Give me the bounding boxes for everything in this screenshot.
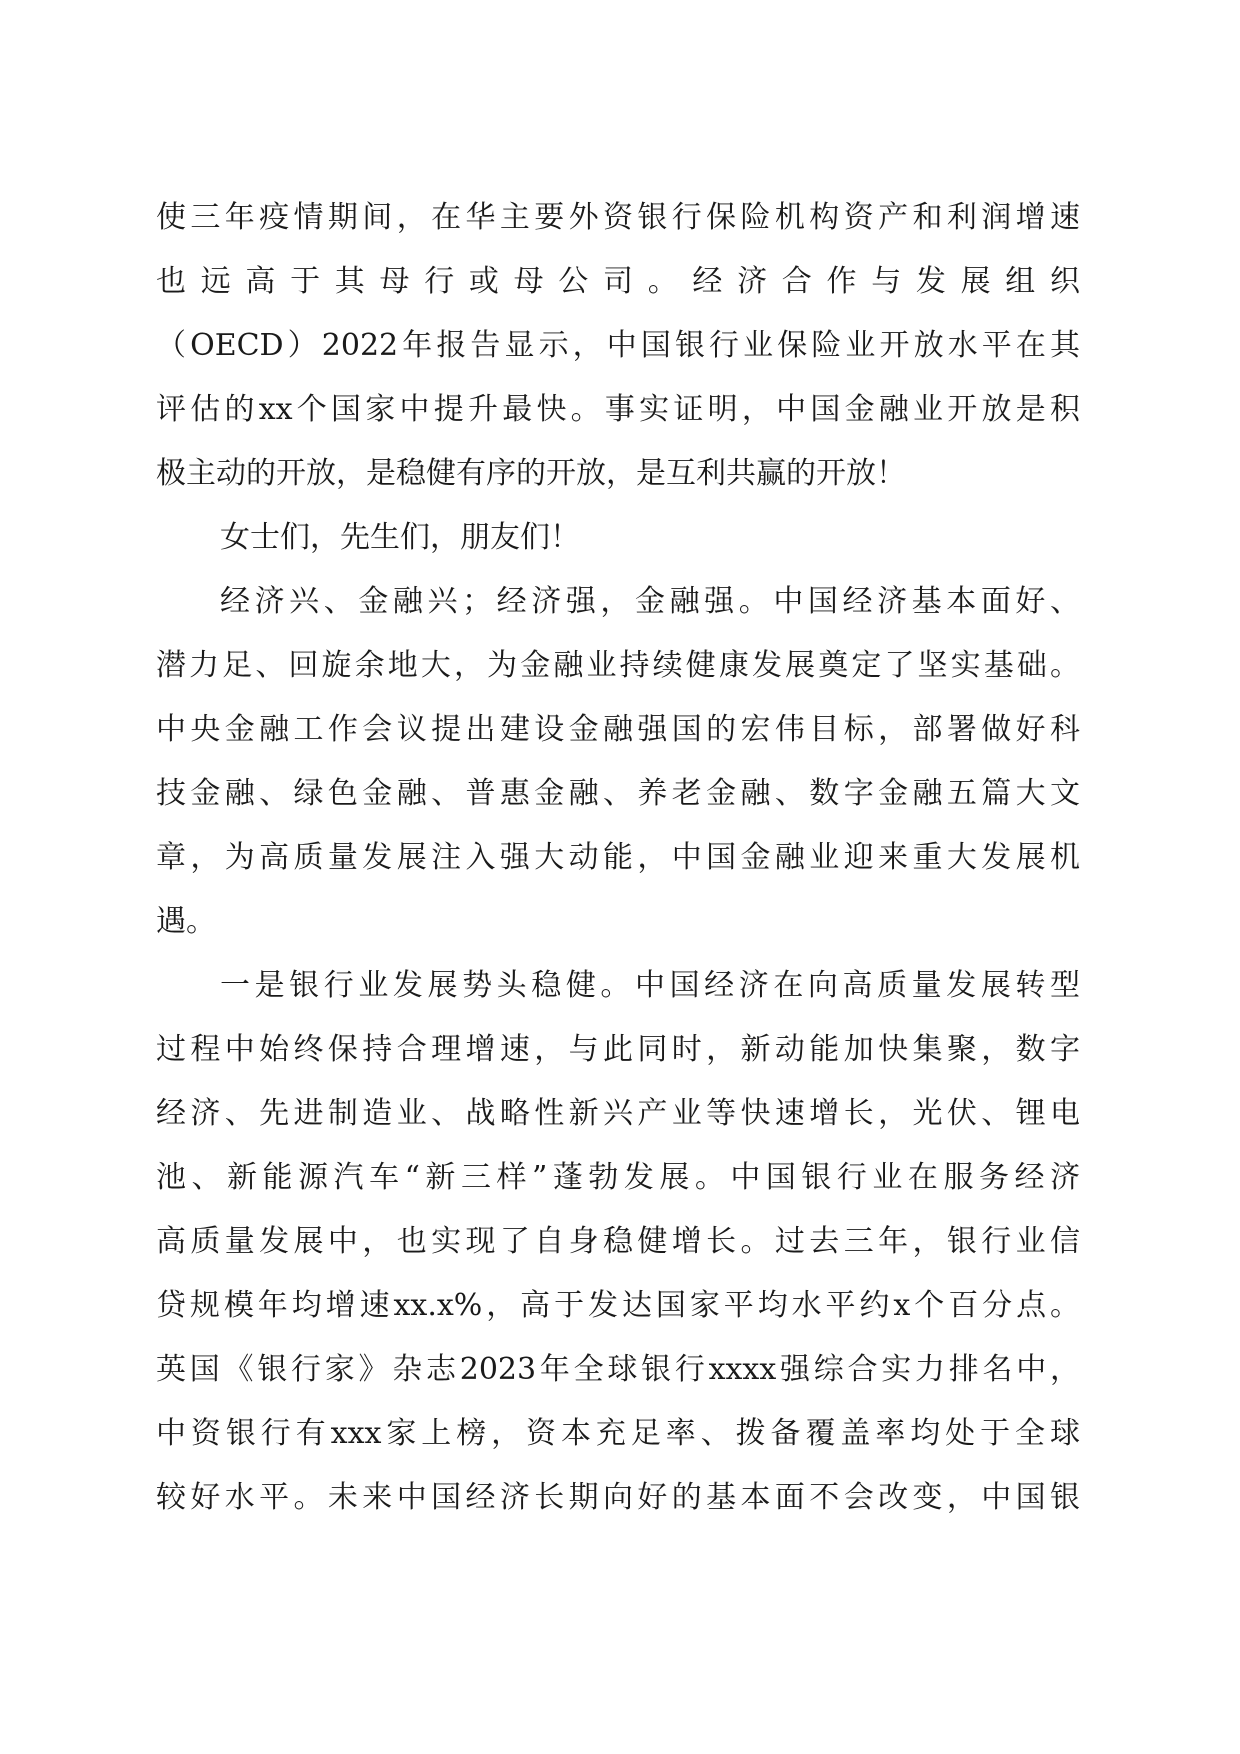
text-line: 潜力足、回旋余地大，为金融业持续健康发展奠定了坚实基础。 [156,648,1080,683]
text-line: 中资银行有xxx家上榜，资本充足率、拨备覆盖率均处于全球 [156,1416,1080,1451]
text-line: 评估的xx个国家中提升最快。事实证明，中国金融业开放是积 [156,392,1080,427]
salutation-line: 女士们，先生们，朋友们！ [220,520,580,555]
text-line: 英国《银行家》杂志2023年全球银行xxxx强综合实力排名中， [156,1352,1080,1387]
text-line: 过程中始终保持合理增速，与此同时，新动能加快集聚，数字 [156,1032,1080,1067]
text-line: 极主动的开放，是稳健有序的开放，是互利共赢的开放！ [156,456,906,491]
text-line: 章，为高质量发展注入强大动能，中国金融业迎来重大发展机 [156,840,1080,875]
text-line: 高质量发展中，也实现了自身稳健增长。过去三年，银行业信 [156,1224,1080,1259]
text-line: 使三年疫情期间，在华主要外资银行保险机构资产和利润增速 [156,200,1080,235]
text-line: 也远高于其母行或母公司。经济合作与发展组织 [156,264,1080,299]
text-line: （OECD）2022年报告显示，中国银行业保险业开放水平在其 [156,328,1080,363]
text-line: 中央金融工作会议提出建设金融强国的宏伟目标，部署做好科 [156,712,1080,747]
text-line: 较好水平。未来中国经济长期向好的基本面不会改变，中国银 [156,1480,1080,1515]
text-line: 贷规模年均增速xx.x%，高于发达国家平均水平约x个百分点。 [156,1288,1080,1323]
text-line: 池、新能源汽车“新三样”蓬勃发展。中国银行业在服务经济 [156,1160,1080,1195]
body-text [156,186,1080,1530]
paragraph-first-line: 经济兴、金融兴；经济强，金融强。中国经济基本面好、 [220,584,1080,619]
text-line: 遇。 [156,904,216,939]
text-line: 经济、先进制造业、战略性新兴产业等快速增长，光伏、锂电 [156,1096,1080,1131]
text-line: 技金融、绿色金融、普惠金融、养老金融、数字金融五篇大文 [156,776,1080,811]
paragraph-first-line: 一是银行业发展势头稳健。中国经济在向高质量发展转型 [220,968,1080,1003]
